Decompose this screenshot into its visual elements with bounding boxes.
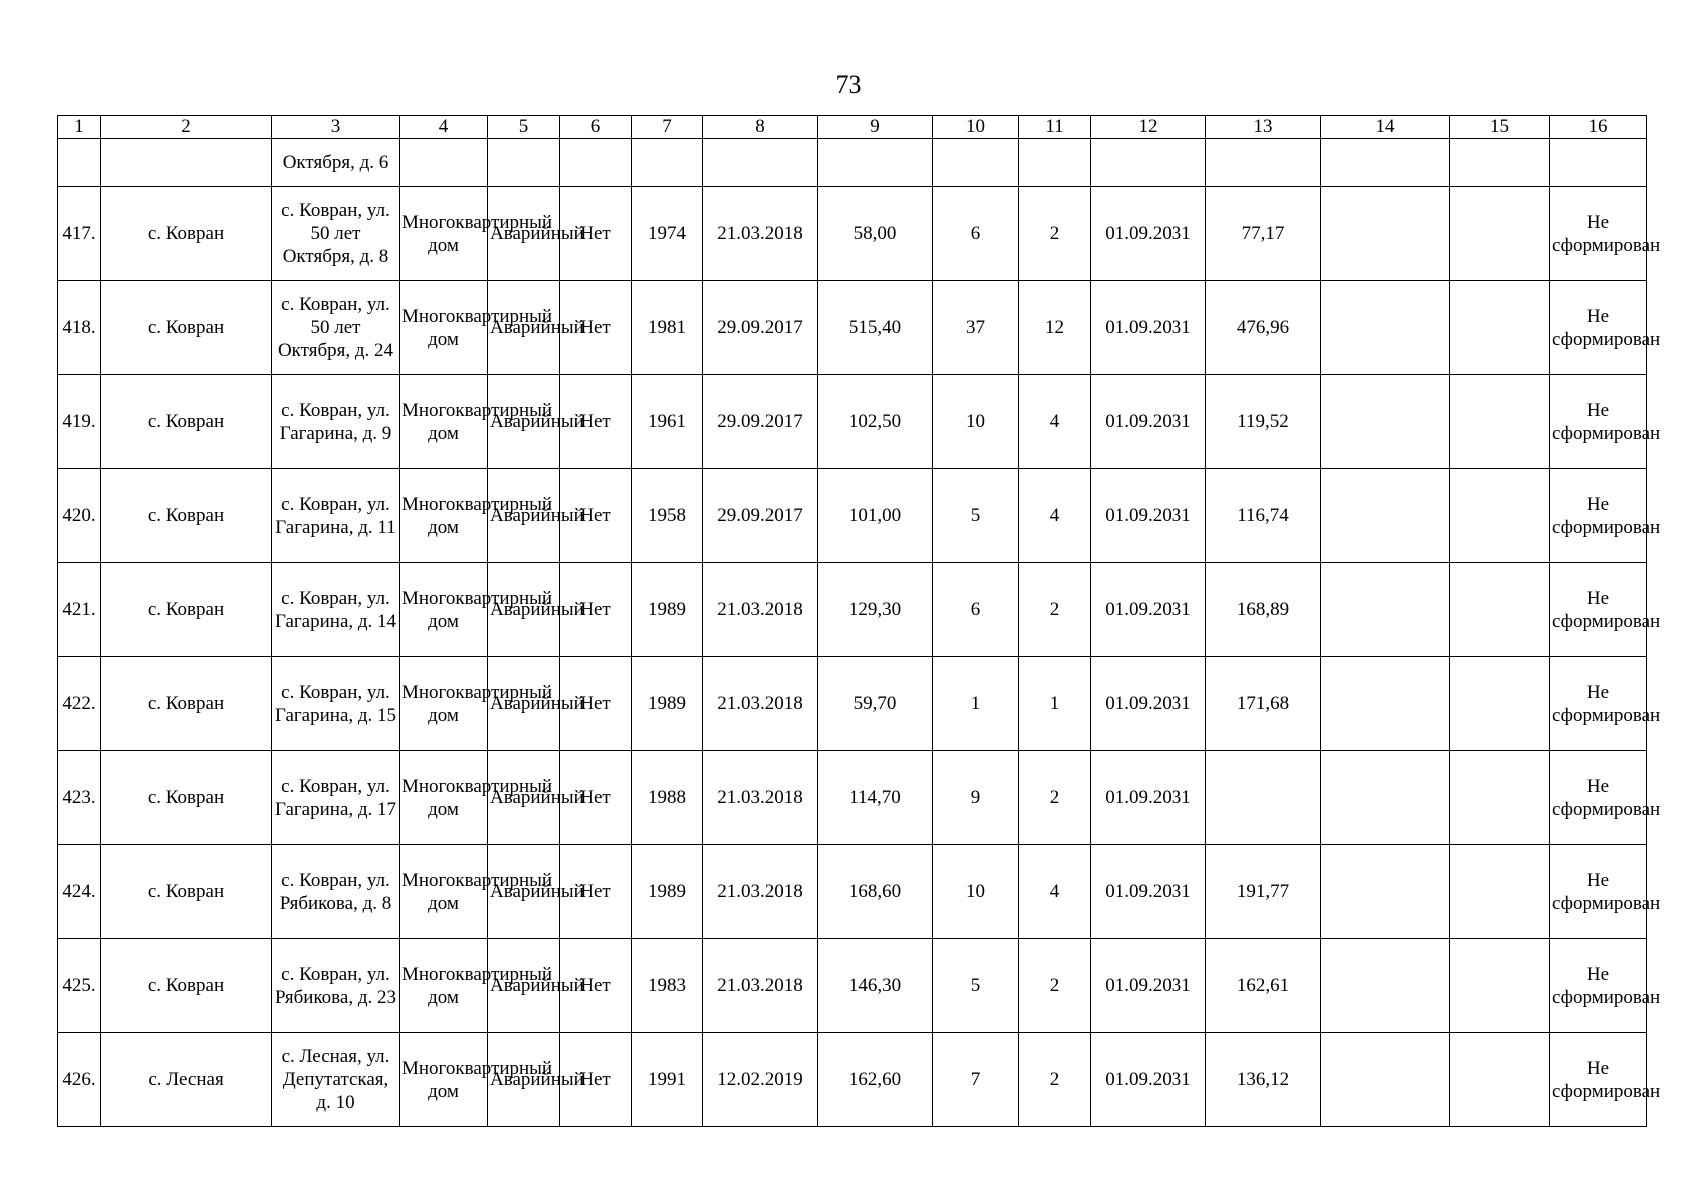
condition-cell: Аварийный xyxy=(488,939,560,1033)
page-number: 73 xyxy=(835,70,862,99)
status-cell: Не сформирован xyxy=(1550,657,1647,751)
residents-cell: 5 xyxy=(933,469,1019,563)
empty-cell xyxy=(1450,139,1550,187)
cost-cell: 119,52 xyxy=(1206,375,1321,469)
column-header: 12 xyxy=(1091,116,1206,139)
date-cell: 29.09.2017 xyxy=(703,281,818,375)
settlement-cell: с. Ковран xyxy=(101,939,272,1033)
column-15-cell xyxy=(1450,281,1550,375)
column-header: 15 xyxy=(1450,116,1550,139)
column-14-cell xyxy=(1321,563,1450,657)
settlement-cell: с. Ковран xyxy=(101,563,272,657)
settlement-cell: с. Лесная xyxy=(101,1033,272,1127)
year-cell: 1991 xyxy=(632,1033,703,1127)
premises-cell: 4 xyxy=(1019,375,1091,469)
condition-cell: Аварийный xyxy=(488,845,560,939)
settlement-cell: с. Ковран xyxy=(101,281,272,375)
status-cell: Не сформирован xyxy=(1550,187,1647,281)
status-cell: Не сформирован xyxy=(1550,845,1647,939)
settlement-cell: с. Ковран xyxy=(101,187,272,281)
premises-cell: 2 xyxy=(1019,563,1091,657)
empty-cell xyxy=(1550,139,1647,187)
residents-cell: 1 xyxy=(933,657,1019,751)
column-15-cell xyxy=(1450,375,1550,469)
empty-cell xyxy=(818,139,933,187)
date-cell: 12.02.2019 xyxy=(703,1033,818,1127)
status-cell: Не сформирован xyxy=(1550,281,1647,375)
condition-cell: Аварийный xyxy=(488,469,560,563)
flag-cell: Нет xyxy=(560,657,632,751)
empty-cell xyxy=(632,139,703,187)
condition-cell: Аварийный xyxy=(488,751,560,845)
status-cell: Не сформирован xyxy=(1550,375,1647,469)
row-number-cell: 421. xyxy=(58,563,101,657)
address-cell: с. Лесная, ул. Депутатская, д. 10 xyxy=(272,1033,400,1127)
condition-cell: Аварийный xyxy=(488,1033,560,1127)
deadline-cell: 01.09.2031 xyxy=(1091,657,1206,751)
settlement-cell: с. Ковран xyxy=(101,469,272,563)
column-14-cell xyxy=(1321,375,1450,469)
column-14-cell xyxy=(1321,751,1450,845)
table-row xyxy=(58,751,1647,845)
row-number-cell: 417. xyxy=(58,187,101,281)
cost-cell: 136,12 xyxy=(1206,1033,1321,1127)
table-row xyxy=(58,281,1647,375)
year-cell: 1988 xyxy=(632,751,703,845)
table-row xyxy=(58,1033,1647,1127)
year-cell: 1961 xyxy=(632,375,703,469)
deadline-cell: 01.09.2031 xyxy=(1091,469,1206,563)
empty-cell xyxy=(703,139,818,187)
empty-cell xyxy=(1019,139,1091,187)
column-header: 16 xyxy=(1550,116,1647,139)
residents-cell: 9 xyxy=(933,751,1019,845)
column-header: 10 xyxy=(933,116,1019,139)
house-type-cell: Многоквартирный дом xyxy=(400,751,488,845)
date-cell: 29.09.2017 xyxy=(703,375,818,469)
premises-cell: 4 xyxy=(1019,469,1091,563)
date-cell: 21.03.2018 xyxy=(703,845,818,939)
column-header: 13 xyxy=(1206,116,1321,139)
condition-cell: Аварийный xyxy=(488,281,560,375)
row-number-cell: 423. xyxy=(58,751,101,845)
column-14-cell xyxy=(1321,187,1450,281)
column-14-cell xyxy=(1321,469,1450,563)
date-cell: 21.03.2018 xyxy=(703,657,818,751)
flag-cell: Нет xyxy=(560,187,632,281)
column-15-cell xyxy=(1450,845,1550,939)
premises-cell: 4 xyxy=(1019,845,1091,939)
deadline-cell: 01.09.2031 xyxy=(1091,845,1206,939)
flag-cell: Нет xyxy=(560,375,632,469)
year-cell: 1989 xyxy=(632,563,703,657)
date-cell: 21.03.2018 xyxy=(703,187,818,281)
year-cell: 1981 xyxy=(632,281,703,375)
column-14-cell xyxy=(1321,845,1450,939)
table-row xyxy=(58,939,1647,1033)
year-cell: 1983 xyxy=(632,939,703,1033)
premises-cell: 2 xyxy=(1019,1033,1091,1127)
year-cell: 1958 xyxy=(632,469,703,563)
column-15-cell xyxy=(1450,939,1550,1033)
table-row xyxy=(58,563,1647,657)
premises-cell: 2 xyxy=(1019,187,1091,281)
column-15-cell xyxy=(1450,563,1550,657)
row-number-cell: 420. xyxy=(58,469,101,563)
flag-cell: Нет xyxy=(560,939,632,1033)
empty-cell xyxy=(560,139,632,187)
condition-cell: Аварийный xyxy=(488,375,560,469)
column-15-cell xyxy=(1450,657,1550,751)
year-cell: 1989 xyxy=(632,657,703,751)
deadline-cell: 01.09.2031 xyxy=(1091,281,1206,375)
area-cell: 162,60 xyxy=(818,1033,933,1127)
residents-cell: 5 xyxy=(933,939,1019,1033)
area-cell: 114,70 xyxy=(818,751,933,845)
table-row xyxy=(58,375,1647,469)
address-cell: с. Ковран, ул. Гагарина, д. 15 xyxy=(272,657,400,751)
empty-cell xyxy=(1206,139,1321,187)
table-row xyxy=(58,845,1647,939)
condition-cell: Аварийный xyxy=(488,657,560,751)
flag-cell: Нет xyxy=(560,469,632,563)
flag-cell: Нет xyxy=(560,1033,632,1127)
table-row xyxy=(58,657,1647,751)
empty-cell xyxy=(1091,139,1206,187)
house-type-cell: Многоквартирный дом xyxy=(400,657,488,751)
cost-cell: 171,68 xyxy=(1206,657,1321,751)
status-cell: Не сформирован xyxy=(1550,751,1647,845)
house-type-cell: Многоквартирный дом xyxy=(400,187,488,281)
empty-cell xyxy=(1321,139,1450,187)
cost-cell: 191,77 xyxy=(1206,845,1321,939)
house-type-cell: Многоквартирный дом xyxy=(400,375,488,469)
address-cell: с. Ковран, ул. Рябикова, д. 8 xyxy=(272,845,400,939)
column-15-cell xyxy=(1450,751,1550,845)
date-cell: 29.09.2017 xyxy=(703,469,818,563)
column-header: 9 xyxy=(818,116,933,139)
address-cell: с. Ковран, ул. Гагарина, д. 11 xyxy=(272,469,400,563)
residents-cell: 10 xyxy=(933,845,1019,939)
date-cell: 21.03.2018 xyxy=(703,751,818,845)
house-type-cell: Многоквартирный дом xyxy=(400,469,488,563)
status-cell: Не сформирован xyxy=(1550,1033,1647,1127)
row-number-cell: 422. xyxy=(58,657,101,751)
continued-address: Октября, д. 6 xyxy=(272,139,400,187)
status-cell: Не сформирован xyxy=(1550,563,1647,657)
status-cell: Не сформирован xyxy=(1550,469,1647,563)
table-row xyxy=(58,187,1647,281)
empty-cell xyxy=(933,139,1019,187)
row-number-cell: 424. xyxy=(58,845,101,939)
condition-cell: Аварийный xyxy=(488,187,560,281)
column-header: 4 xyxy=(400,116,488,139)
premises-cell: 2 xyxy=(1019,939,1091,1033)
flag-cell: Нет xyxy=(560,281,632,375)
column-header: 11 xyxy=(1019,116,1091,139)
column-header: 3 xyxy=(272,116,400,139)
address-cell: с. Ковран, ул. 50 лет Октября, д. 24 xyxy=(272,281,400,375)
area-cell: 129,30 xyxy=(818,563,933,657)
address-cell: с. Ковран, ул. Гагарина, д. 9 xyxy=(272,375,400,469)
area-cell: 515,40 xyxy=(818,281,933,375)
cost-cell: 116,74 xyxy=(1206,469,1321,563)
premises-cell: 1 xyxy=(1019,657,1091,751)
premises-cell: 12 xyxy=(1019,281,1091,375)
area-cell: 101,00 xyxy=(818,469,933,563)
deadline-cell: 01.09.2031 xyxy=(1091,939,1206,1033)
date-cell: 21.03.2018 xyxy=(703,563,818,657)
house-type-cell: Многоквартирный дом xyxy=(400,281,488,375)
continuation-row xyxy=(58,139,1647,187)
address-cell: с. Ковран, ул. 50 лет Октября, д. 8 xyxy=(272,187,400,281)
deadline-cell: 01.09.2031 xyxy=(1091,751,1206,845)
settlement-cell: с. Ковран xyxy=(101,657,272,751)
address-cell: с. Ковран, ул. Рябикова, д. 23 xyxy=(272,939,400,1033)
settlement-cell: с. Ковран xyxy=(101,751,272,845)
cost-cell: 162,61 xyxy=(1206,939,1321,1033)
row-number-cell: 419. xyxy=(58,375,101,469)
area-cell: 146,30 xyxy=(818,939,933,1033)
year-cell: 1989 xyxy=(632,845,703,939)
column-header: 1 xyxy=(58,116,101,139)
column-15-cell xyxy=(1450,1033,1550,1127)
column-header: 2 xyxy=(101,116,272,139)
house-type-cell: Многоквартирный дом xyxy=(400,845,488,939)
deadline-cell: 01.09.2031 xyxy=(1091,187,1206,281)
cost-cell: 476,96 xyxy=(1206,281,1321,375)
condition-cell: Аварийный xyxy=(488,563,560,657)
residents-cell: 7 xyxy=(933,1033,1019,1127)
residents-cell: 37 xyxy=(933,281,1019,375)
column-header: 7 xyxy=(632,116,703,139)
area-cell: 168,60 xyxy=(818,845,933,939)
year-cell: 1974 xyxy=(632,187,703,281)
deadline-cell: 01.09.2031 xyxy=(1091,1033,1206,1127)
house-type-cell: Многоквартирный дом xyxy=(400,563,488,657)
area-cell: 59,70 xyxy=(818,657,933,751)
status-cell: Не сформирован xyxy=(1550,939,1647,1033)
residents-cell: 6 xyxy=(933,563,1019,657)
address-cell: с. Ковран, ул. Гагарина, д. 17 xyxy=(272,751,400,845)
table-body xyxy=(58,116,1661,1127)
registry-table xyxy=(57,115,1661,1127)
premises-cell: 2 xyxy=(1019,751,1091,845)
row-number-cell: 418. xyxy=(58,281,101,375)
empty-cell xyxy=(101,139,272,187)
flag-cell: Нет xyxy=(560,751,632,845)
column-14-cell xyxy=(1321,281,1450,375)
cost-cell: 77,17 xyxy=(1206,187,1321,281)
cost-cell: 168,89 xyxy=(1206,563,1321,657)
house-type-cell: Многоквартирный дом xyxy=(400,1033,488,1127)
area-cell: 58,00 xyxy=(818,187,933,281)
column-14-cell xyxy=(1321,657,1450,751)
column-15-cell xyxy=(1450,187,1550,281)
empty-cell xyxy=(400,139,488,187)
header-row xyxy=(58,116,1647,139)
deadline-cell: 01.09.2031 xyxy=(1091,375,1206,469)
column-14-cell xyxy=(1321,939,1450,1033)
column-header: 6 xyxy=(560,116,632,139)
cost-cell xyxy=(1206,751,1321,845)
flag-cell: Нет xyxy=(560,563,632,657)
empty-cell xyxy=(488,139,560,187)
column-14-cell xyxy=(1321,1033,1450,1127)
row-number-cell: 425. xyxy=(58,939,101,1033)
settlement-cell: с. Ковран xyxy=(101,845,272,939)
column-header: 14 xyxy=(1321,116,1450,139)
column-header: 8 xyxy=(703,116,818,139)
column-15-cell xyxy=(1450,469,1550,563)
settlement-cell: с. Ковран xyxy=(101,375,272,469)
residents-cell: 6 xyxy=(933,187,1019,281)
date-cell: 21.03.2018 xyxy=(703,939,818,1033)
area-cell: 102,50 xyxy=(818,375,933,469)
table-row xyxy=(58,469,1647,563)
column-header: 5 xyxy=(488,116,560,139)
house-type-cell: Многоквартирный дом xyxy=(400,939,488,1033)
row-number-cell: 426. xyxy=(58,1033,101,1127)
empty-cell xyxy=(58,139,101,187)
flag-cell: Нет xyxy=(560,845,632,939)
residents-cell: 10 xyxy=(933,375,1019,469)
address-cell: с. Ковран, ул. Гагарина, д. 14 xyxy=(272,563,400,657)
deadline-cell: 01.09.2031 xyxy=(1091,563,1206,657)
